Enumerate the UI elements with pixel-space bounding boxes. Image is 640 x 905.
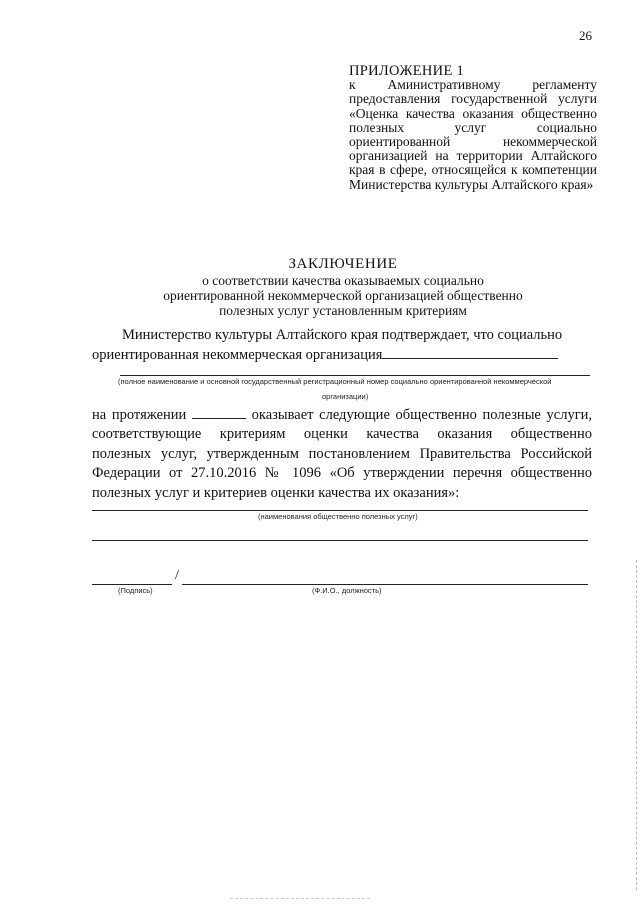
paragraph1-line1: Министерство культуры Алтайского края подтверждает, что социально xyxy=(122,327,563,343)
signature-line xyxy=(92,584,172,585)
services-line xyxy=(92,510,588,511)
paragraph2 xyxy=(92,406,592,503)
caption-name-position: (Ф.И.О., должность) xyxy=(312,586,382,595)
caption-org-line2: организации) xyxy=(322,392,369,401)
paragraph2-line3: полезных услуг, утвержденным постановлением Правительства Российской xyxy=(92,445,592,462)
appendix-block xyxy=(349,64,597,192)
conclusion-subtitle-2: ориентированной некоммерческой организацией общественно xyxy=(163,288,523,303)
caption-services: (наименования общественно полезных услуг) xyxy=(258,512,418,521)
conclusion-title: ЗАКЛЮЧЕНИЕ xyxy=(288,256,398,272)
appendix-text: к Аминистративному регламенту предоставления государственной услуги «Оценка качества оказания общественно полезных услуг социально ориентированной некоммерческой организацией на территории Алтайского края в сфере, относящейся к компетенции Министерства культуры Алтайского края» xyxy=(349,77,597,192)
paragraph1-line2 xyxy=(92,346,558,365)
signature-slash: / xyxy=(175,568,179,583)
conclusion-subtitle-1: о соответствии качества оказываемых социально xyxy=(202,273,484,288)
paragraph1-line2-text: ориентированная некоммерческая организация xyxy=(92,347,383,363)
paragraph2-line2: соответствующие критериям оценки качества оказания общественно xyxy=(92,426,592,443)
paragraph2-line1 xyxy=(92,406,592,425)
paragraph2-lead-rest: оказывает следующие общественно полезные услуги, xyxy=(251,407,593,423)
conclusion-subtitle-3: полезных услуг установленным критериям xyxy=(219,303,467,318)
services-line-2 xyxy=(92,540,588,541)
org-line xyxy=(120,375,590,376)
page-number: 26 xyxy=(579,28,592,43)
appendix-title: ПРИЛОЖЕНИЕ 1 xyxy=(349,63,465,79)
scan-bottom-mark xyxy=(230,898,370,899)
paragraph2-line5: полезных услуг и критериев оценки качества их оказания»: xyxy=(92,484,460,501)
name-line xyxy=(182,584,588,585)
scan-edge-mark xyxy=(636,560,638,890)
paragraph2-lead: на протяжении xyxy=(92,407,187,423)
period-blank[interactable] xyxy=(192,418,246,419)
caption-org-line1: (полное наименование и основной государственный регистрационный номер социально ориентированной некоммерческой xyxy=(118,377,552,386)
paragraph2-line4: Федерации от 27.10.2016 № 1096 «Об утверждении перечня общественно xyxy=(92,465,592,482)
org-name-blank[interactable] xyxy=(382,358,558,359)
conclusion-heading xyxy=(90,255,596,318)
caption-signature: (Подпись) xyxy=(118,586,153,595)
